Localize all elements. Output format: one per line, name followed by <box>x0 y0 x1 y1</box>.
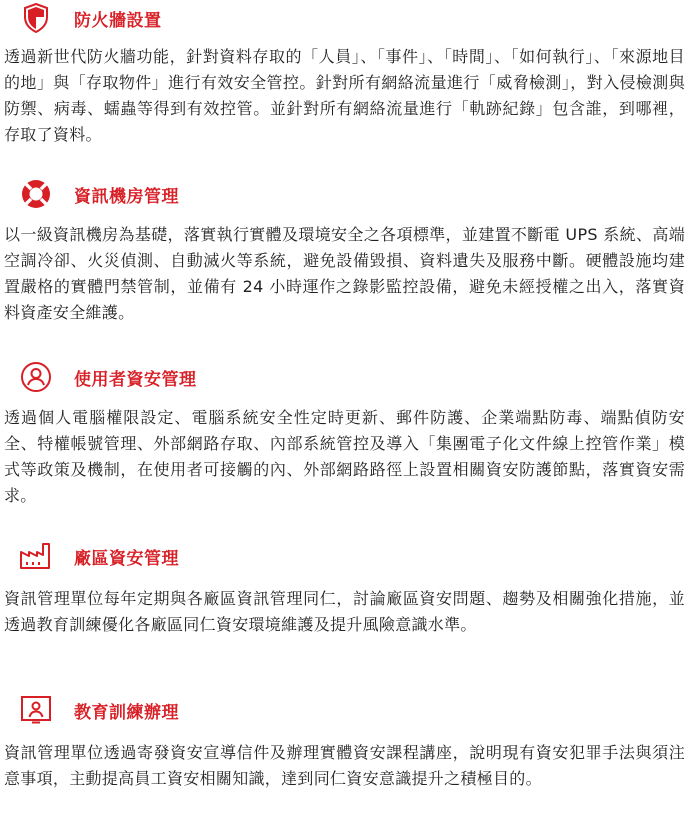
section-body: 資訊管理單位透過寄發資安宣導信件及辦理實體資安課程講座，說明現有資安犯罪手法與須注意事項，主動提高員工資安相關知識，達到同仁資安意識提升之積極目的。 <box>4 743 685 788</box>
section-heading <box>4 0 685 36</box>
presenter-icon <box>18 692 54 728</box>
section-heading <box>4 538 685 574</box>
section-body: 透過個人電腦權限設定、電腦系統安全性定時更新、郵件防護、企業端點防毒、端點偵防安全、特權帳號管理、外部網路存取、內部系統管控及導入「集團電子化文件線上控管作業」模式等政策及機制，在使用者可接觸的內、外部網路路徑上設置相關資安防護節點，落實資安需求。 <box>4 408 685 505</box>
section-title: 防火牆設置 <box>74 10 162 31</box>
section-body: 資訊管理單位每年定期與各廠區資訊管理同仁，討論廠區資安問題、趨勢及相關強化措施，並透過教育訓練優化各廠區同仁資安環境維護及提升風險意識水準。 <box>4 589 685 634</box>
section-heading <box>4 359 685 395</box>
section-firewall <box>4 0 685 148</box>
section-body: 以一級資訊機房為基礎，落實執行實體及環境安全之各項標準，並建置不斷電 UPS 系統、高端空調冷卻、火災偵測、自動滅火等系統，避免設備毀損、資料遺失及服務中斷。硬體設施均建置嚴格的實體門禁管制，並備有 24 小時運作之錄影監控設備，避免未經授權之出入，落實資料資產安全維護。 <box>4 225 685 322</box>
lifebuoy-icon <box>18 176 54 212</box>
section-heading <box>4 692 685 728</box>
section-data-center <box>4 176 685 326</box>
factory-icon <box>18 538 54 574</box>
section-title: 廠區資安管理 <box>74 548 179 569</box>
section-heading <box>4 176 685 212</box>
section-title: 使用者資安管理 <box>74 369 197 390</box>
section-body: 透過新世代防火牆功能，針對資料存取的「人員」、「事件」、「時間」、「如何執行」、「來源地目的地」與「存取物件」進行有效安全管控。針對所有網絡流量進行「威脅檢測」，對入侵檢測與防禦、病毒、蠕蟲等得到有效控管。並針對所有網絡流量進行「軌跡紀錄」包含誰，到哪裡，存取了資料。 <box>4 47 685 144</box>
section-title: 教育訓練辦理 <box>74 702 179 723</box>
section-training <box>4 692 685 792</box>
section-title: 資訊機房管理 <box>74 186 179 207</box>
shield-icon <box>18 0 54 36</box>
section-factory-security <box>4 538 685 638</box>
section-user-security <box>4 359 685 509</box>
user-circle-icon <box>18 359 54 395</box>
